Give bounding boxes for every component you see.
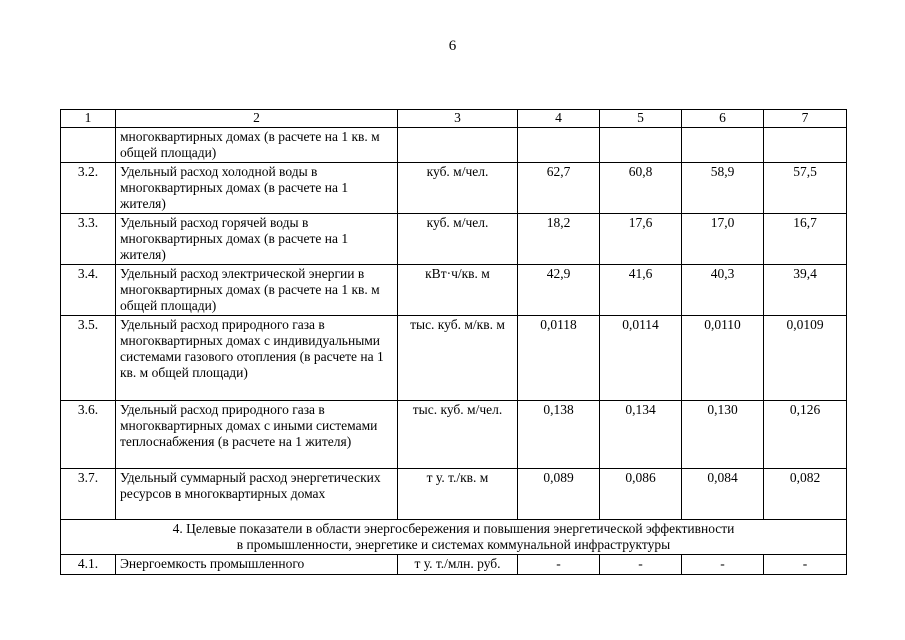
table-row xyxy=(61,163,847,214)
section-heading xyxy=(61,520,847,555)
indicator-name: Удельный расход горячей воды в многоквартирных домах (в расчете на 1 жителя) xyxy=(116,214,398,265)
value-col6: 0,130 xyxy=(682,401,764,469)
row-number: 3.7. xyxy=(61,469,116,520)
indicator-name: Удельный расход природного газа в многоквартирных домах с индивидуальными системами газового отопления (в расчете на 1 кв. м общей площади) xyxy=(116,316,398,401)
value-col7: 0,126 xyxy=(764,401,847,469)
value-col5: 60,8 xyxy=(600,163,682,214)
unit: т у. т./кв. м xyxy=(398,469,518,520)
unit: тыс. куб. м/кв. м xyxy=(398,316,518,401)
value-col6 xyxy=(682,128,764,163)
value-col7: 57,5 xyxy=(764,163,847,214)
value-col4: 0,138 xyxy=(518,401,600,469)
unit: куб. м/чел. xyxy=(398,214,518,265)
indicator-name: Удельный расход природного газа в многоквартирных домах с иными системами теплоснабжения (в расчете на 1 жителя) xyxy=(116,401,398,469)
value-col5: 41,6 xyxy=(600,265,682,316)
unit: тыс. куб. м/чел. xyxy=(398,401,518,469)
value-col7: 39,4 xyxy=(764,265,847,316)
value-col5: 0,0114 xyxy=(600,316,682,401)
row-number: 3.4. xyxy=(61,265,116,316)
unit: т у. т./млн. руб. xyxy=(398,555,518,575)
value-col4: 18,2 xyxy=(518,214,600,265)
section-heading-row xyxy=(61,520,847,555)
value-col5: 0,134 xyxy=(600,401,682,469)
value-col4: 42,9 xyxy=(518,265,600,316)
unit: кВт·ч/кв. м xyxy=(398,265,518,316)
value-col4: 62,7 xyxy=(518,163,600,214)
value-col6: 17,0 xyxy=(682,214,764,265)
section-heading-line-2: в промышленности, энергетике и системах коммунальной инфраструктуры xyxy=(236,537,671,552)
value-col7: 0,0109 xyxy=(764,316,847,401)
header-cell-4: 4 xyxy=(518,110,600,128)
table-row xyxy=(61,128,847,163)
unit: куб. м/чел. xyxy=(398,163,518,214)
value-col4: 0,089 xyxy=(518,469,600,520)
row-number: 4.1. xyxy=(61,555,116,575)
value-col4 xyxy=(518,128,600,163)
table-header-row xyxy=(61,110,847,128)
header-cell-5: 5 xyxy=(600,110,682,128)
unit xyxy=(398,128,518,163)
row-number: 3.5. xyxy=(61,316,116,401)
table-row xyxy=(61,316,847,401)
row-number: 3.3. xyxy=(61,214,116,265)
indicator-name: Удельный расход электрической энергии в многоквартирных домах (в расчете на 1 кв. м общей площади) xyxy=(116,265,398,316)
value-col6: 40,3 xyxy=(682,265,764,316)
header-cell-2: 2 xyxy=(116,110,398,128)
table-row xyxy=(61,555,847,575)
value-col7: 16,7 xyxy=(764,214,847,265)
value-col4: 0,0118 xyxy=(518,316,600,401)
table-row xyxy=(61,401,847,469)
header-cell-3: 3 xyxy=(398,110,518,128)
page-number: 6 xyxy=(448,38,457,54)
indicator-name: Удельный суммарный расход энергетических ресурсов в многоквартирных домах xyxy=(116,469,398,520)
indicator-name: многоквартирных домах (в расчете на 1 кв. м общей площади) xyxy=(116,128,398,163)
table-row xyxy=(61,214,847,265)
table-row xyxy=(61,469,847,520)
value-col7 xyxy=(764,128,847,163)
value-col5: 0,086 xyxy=(600,469,682,520)
value-col5: - xyxy=(600,555,682,575)
value-col6: 0,084 xyxy=(682,469,764,520)
indicator-name: Энергоемкость промышленного xyxy=(116,555,398,575)
section-heading-line-1: 4. Целевые показатели в области энергосбережения и повышения энергетической эффективности xyxy=(172,521,735,536)
row-number xyxy=(61,128,116,163)
value-col5 xyxy=(600,128,682,163)
value-col7: - xyxy=(764,555,847,575)
value-col6: 0,0110 xyxy=(682,316,764,401)
indicator-name: Удельный расход холодной воды в многоквартирных домах (в расчете на 1 жителя) xyxy=(116,163,398,214)
value-col6: 58,9 xyxy=(682,163,764,214)
value-col6: - xyxy=(682,555,764,575)
value-col5: 17,6 xyxy=(600,214,682,265)
table-row xyxy=(61,265,847,316)
header-cell-7: 7 xyxy=(764,110,847,128)
value-col7: 0,082 xyxy=(764,469,847,520)
row-number: 3.2. xyxy=(61,163,116,214)
value-col4: - xyxy=(518,555,600,575)
row-number: 3.6. xyxy=(61,401,116,469)
header-cell-6: 6 xyxy=(682,110,764,128)
indicators-table xyxy=(60,109,847,575)
header-cell-1: 1 xyxy=(61,110,116,128)
